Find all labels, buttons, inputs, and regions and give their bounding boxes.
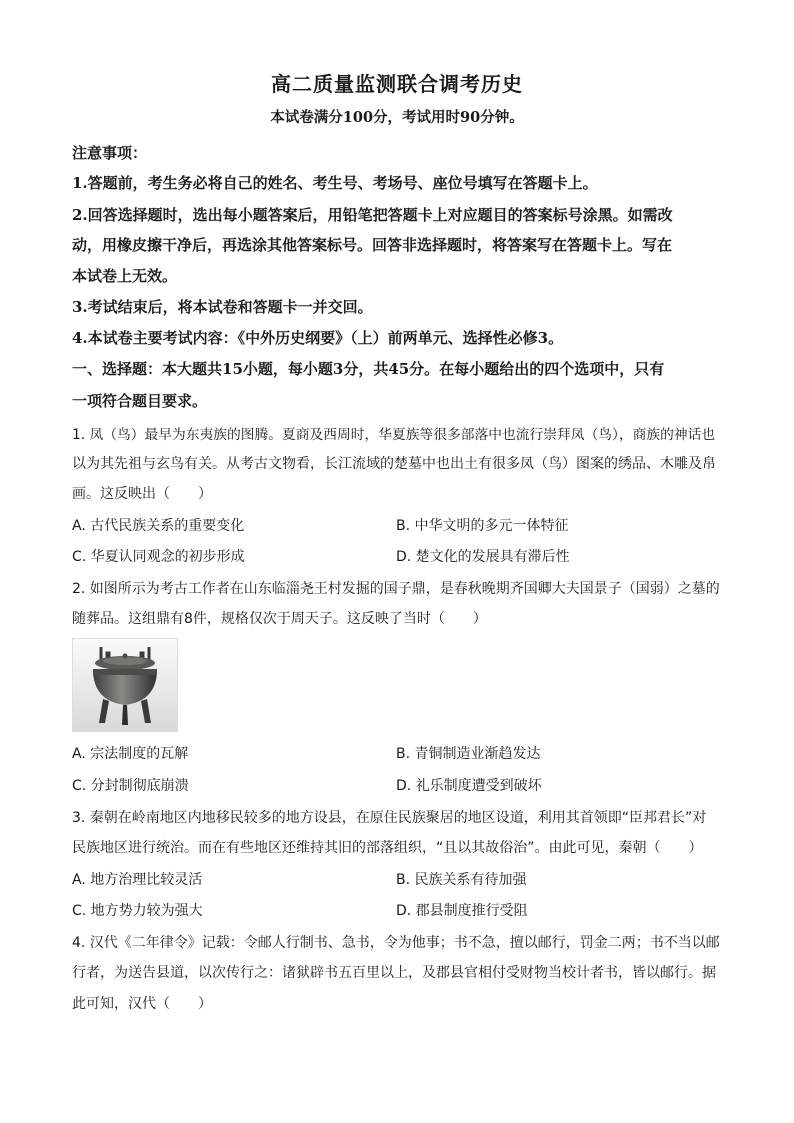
- section-heading-line-2: 一项符合题目要求。: [72, 392, 208, 410]
- q4-stem-line-1: 4. 汉代《二年律令》记载：令邮人行制书、急书，令为他事；书不急，擅以邮行，罚金二两；书不当以邮: [72, 935, 720, 951]
- notice-item-2-line-2: 动，用橡皮擦干净后，再选涂其他答案标号。回答非选择题时，将答案写在答题卡上。写在: [72, 236, 673, 254]
- q2-option-a: A. 宗法制度的瓦解: [72, 746, 189, 762]
- q3-option-c: C. 地方势力较为强大: [72, 903, 203, 919]
- q2-option-b: B. 青铜制造业渐趋发达: [396, 746, 541, 762]
- q2-option-c: C. 分封制彻底崩溃: [72, 778, 189, 794]
- q1-stem-line-1: 1. 凤（鸟）最早为东夷族的图腾。夏商及西周时，华夏族等很多部落中也流行崇拜凤（鸟），商族的神话也: [72, 427, 716, 443]
- q3-option-b: B. 民族关系有待加强: [396, 872, 527, 888]
- notice-item-2-line-3: 本试卷上无效。: [72, 267, 178, 285]
- q1-stem-line-3: 画。这反映出（ ）: [72, 486, 212, 502]
- q3-option-a: A. 地方治理比较灵活: [72, 872, 203, 888]
- notice-item-1: 1.答题前，考生务必将自己的姓名、考生号、考场号、座位号填写在答题卡上。: [72, 174, 598, 192]
- q3-stem-line-1: 3. 秦朝在岭南地区内地移民较多的地方设县，在原住民族聚居的地区设道，利用其首领即“臣邦君长”对: [72, 810, 707, 826]
- q4-stem-line-2: 行者，为送告县道，以次传行之：诸狱辟书五百里以上，及郡县官相付受财物当校计者书，皆以邮行。据: [72, 965, 716, 981]
- notice-item-4: 4.本试卷主要考试内容：《中外历史纲要》（上）前两单元、选择性必修3。: [72, 329, 564, 347]
- q4-stem-line-3: 此可知，汉代（ ）: [72, 996, 212, 1012]
- q2-option-d: D. 礼乐制度遭受到破坏: [396, 778, 542, 794]
- section-heading-line-1: 一、选择题：本大题共15小题，每小题3分，共45分。在每小题给出的四个选项中，只有: [72, 360, 665, 378]
- bronze-ding-image: [72, 638, 178, 732]
- q2-stem-line-2: 随葬品。这组鼎有8件，规格仅次于周天子。这反映了当时（ ）: [72, 611, 487, 627]
- q1-option-b: B. 中华文明的多元一体特征: [396, 518, 569, 534]
- q1-option-d: D. 楚文化的发展具有滞后性: [396, 549, 570, 565]
- notice-heading: 注意事项：: [72, 144, 148, 162]
- q1-option-c: C. 华夏认同观念的初步形成: [72, 549, 245, 565]
- q1-option-a: A. 古代民族关系的重要变化: [72, 518, 245, 534]
- page-title: 高二质量监测联合调考历史: [271, 72, 523, 96]
- q1-stem-line-2: 以为其先祖与玄鸟有关。从考古文物看，长江流域的楚墓中也出土有很多凤（鸟）图案的绣品、木雕及帛: [72, 456, 716, 472]
- q3-option-d: D. 郡县制度推行受阻: [396, 903, 528, 919]
- q2-stem-line-1: 2. 如图所示为考古工作者在山东临淄尧王村发掘的国子鼎，是春秋晚期齐国卿大夫国景子（国弱）之墓的: [72, 581, 720, 597]
- notice-item-3: 3.考试结束后，将本试卷和答题卡一并交回。: [72, 298, 373, 316]
- q3-stem-line-2: 民族地区进行统治。而在有些地区还维持其旧的部落组织，“且以其故俗治”。由此可见，秦朝（ ）: [72, 840, 703, 856]
- page-subtitle: 本试卷满分100分，考试用时90分钟。: [270, 109, 524, 126]
- notice-item-2-line-1: 2.回答选择题时，选出每小题答案后，用铅笔把答题卡上对应题目的答案标号涂黑。如需改: [72, 206, 673, 224]
